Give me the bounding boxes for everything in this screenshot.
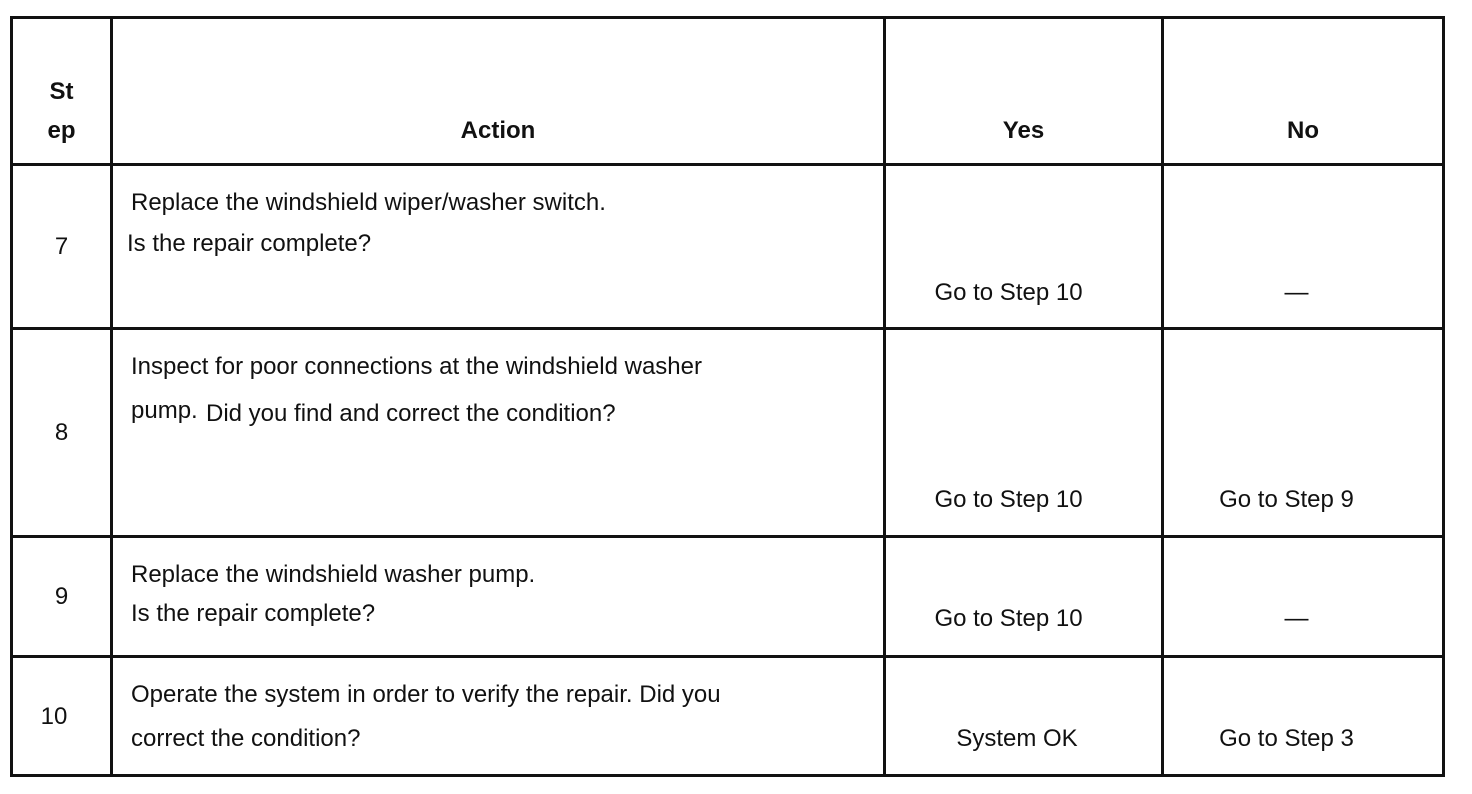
header-row-divider <box>10 163 1445 166</box>
no-result: Go to Step 9 <box>1219 486 1354 513</box>
step-number: 7 <box>54 233 69 260</box>
header-step-line2: ep <box>47 117 76 144</box>
step-number: 8 <box>54 419 69 446</box>
yes-result: System OK <box>956 725 1078 752</box>
step-number: 10 <box>40 703 68 730</box>
row-divider-8 <box>10 535 1445 538</box>
yes-result: Go to Step 10 <box>934 279 1083 306</box>
action-text-line2: Is the repair complete? <box>131 600 376 627</box>
action-text-line2b: Did you find and correct the condition? <box>206 400 616 427</box>
action-text-line2: correct the condition? <box>131 725 361 752</box>
row-divider-7 <box>10 327 1445 330</box>
action-text-line2: Is the repair complete? <box>127 230 372 257</box>
no-result: Go to Step 3 <box>1219 725 1354 752</box>
action-text-line1: Replace the windshield wiper/washer switch. <box>131 189 606 216</box>
action-text-line1: Operate the system in order to verify the repair. Did you <box>131 681 721 708</box>
row-divider-9 <box>10 655 1445 658</box>
header-yes: Yes <box>1002 117 1045 144</box>
no-result: — <box>1284 605 1309 632</box>
action-text-line1: Inspect for poor connections at the windshield washer <box>131 353 702 380</box>
header-step-line1: St <box>49 78 74 105</box>
step-number: 9 <box>54 583 69 610</box>
yes-result: Go to Step 10 <box>934 486 1083 513</box>
header-action: Action <box>460 117 536 144</box>
yes-result: Go to Step 10 <box>934 605 1083 632</box>
no-result: — <box>1284 279 1309 306</box>
action-text-line1: Replace the windshield washer pump. <box>131 561 536 588</box>
header-no: No <box>1287 117 1319 144</box>
action-text-line2a: pump. <box>131 397 198 424</box>
